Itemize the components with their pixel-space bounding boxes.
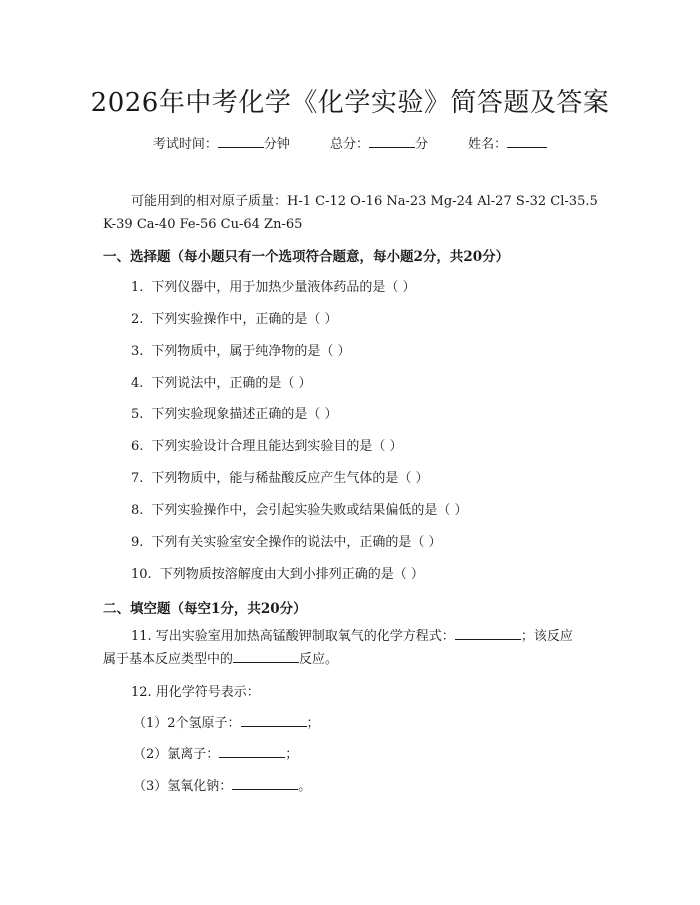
name-field bbox=[468, 137, 547, 152]
q11-prompt: 11. 写出实验室用加热高锰酸钾制取氧气的化学方程式： bbox=[131, 629, 455, 644]
score-unit: 分 bbox=[415, 137, 429, 152]
section2-heading: 二、填空题（每空1分，共20分） bbox=[103, 601, 307, 617]
question-3 bbox=[131, 340, 351, 359]
sub-item-label: （1）2个氢原子： bbox=[133, 716, 241, 731]
sub-item-3 bbox=[133, 775, 311, 794]
question-text: 下列说法中，正确的是（ ） bbox=[151, 376, 312, 391]
exam-meta bbox=[0, 133, 700, 152]
question-7 bbox=[131, 467, 429, 486]
sub-item-label: （2）氯离子： bbox=[133, 747, 220, 762]
score-label: 总分： bbox=[329, 137, 369, 152]
question-text: 下列物质中，能与稀盐酸反应产生气体的是（ ） bbox=[151, 471, 429, 486]
question-text: 下列实验操作中，正确的是（ ） bbox=[151, 312, 338, 327]
question-4 bbox=[131, 372, 312, 391]
answer-blank bbox=[219, 745, 285, 758]
reaction-type-blank bbox=[233, 650, 299, 663]
page-title: 2026年中考化学《化学实验》简答题及答案 bbox=[90, 88, 610, 118]
name-blank bbox=[507, 135, 547, 148]
sub-item-label: （3）氢氧化钠： bbox=[133, 779, 233, 794]
question-number: 9. bbox=[131, 535, 144, 550]
question-number: 1. bbox=[131, 280, 144, 295]
question-12: 12. 用化学符号表示： bbox=[131, 685, 260, 700]
sub-item-end: ； bbox=[285, 747, 299, 762]
question-11 bbox=[103, 625, 601, 671]
question-number: 6. bbox=[131, 439, 144, 454]
answer-blank bbox=[241, 714, 307, 727]
question-text: 下列实验操作中，会引起实验失败或结果偏低的是（ ） bbox=[151, 503, 468, 518]
question-number: 8. bbox=[131, 503, 144, 518]
question-number: 7. bbox=[131, 471, 144, 486]
sub-item-1 bbox=[133, 712, 320, 731]
score-blank bbox=[369, 135, 415, 148]
question-text: 下列有关实验室安全操作的说法中，正确的是（ ） bbox=[151, 535, 442, 550]
question-text: 下列仪器中，用于加热少量液体药品的是（ ） bbox=[151, 280, 416, 295]
question-number: 10. bbox=[131, 567, 152, 582]
time-blank bbox=[218, 135, 264, 148]
question-5 bbox=[131, 403, 338, 422]
sub-item-end: 。 bbox=[298, 779, 312, 794]
question-text: 下列物质中，属于纯净物的是（ ） bbox=[151, 344, 351, 359]
question-text: 下列实验设计合理且能达到实验目的是（ ） bbox=[151, 439, 403, 454]
question-text: 下列实验现象描述正确的是（ ） bbox=[151, 407, 338, 422]
atomic-masses: 可能用到的相对原子质量：H-1 C-12 O-16 Na-23 Mg-24 Al-27 S-32 Cl-35.5 K-39 Ca-40 Fe-56 Cu-64 Zn-65 bbox=[103, 194, 598, 232]
time-field bbox=[153, 137, 290, 152]
q11-prompt-2: 属于基本反应类型中的 bbox=[103, 652, 234, 667]
question-9 bbox=[131, 531, 442, 550]
question-8 bbox=[131, 499, 468, 518]
question-number: 4. bbox=[131, 376, 144, 391]
sub-item-end: ； bbox=[306, 716, 320, 731]
question-1 bbox=[131, 276, 416, 295]
question-6 bbox=[131, 435, 403, 454]
sub-item-2 bbox=[133, 743, 298, 762]
score-field bbox=[330, 137, 428, 152]
time-label: 考试时间： bbox=[152, 137, 218, 152]
q11-prompt-cont: ；该反应 bbox=[520, 629, 573, 644]
equation-blank bbox=[455, 627, 521, 640]
time-unit: 分钟 bbox=[263, 137, 290, 152]
answer-blank bbox=[232, 777, 298, 790]
section1-heading: 一、选择题（每小题只有一个选项符合题意，每小题2分，共20分） bbox=[103, 249, 510, 265]
question-number: 5. bbox=[131, 407, 144, 422]
question-10 bbox=[131, 563, 424, 582]
question-number: 3. bbox=[131, 344, 144, 359]
question-2 bbox=[131, 308, 338, 327]
question-number: 2. bbox=[131, 312, 144, 327]
name-label: 姓名： bbox=[468, 137, 508, 152]
question-text: 下列物质按溶解度由大到小排列正确的是（ ） bbox=[159, 567, 424, 582]
q11-prompt-end: 反应。 bbox=[299, 652, 339, 667]
